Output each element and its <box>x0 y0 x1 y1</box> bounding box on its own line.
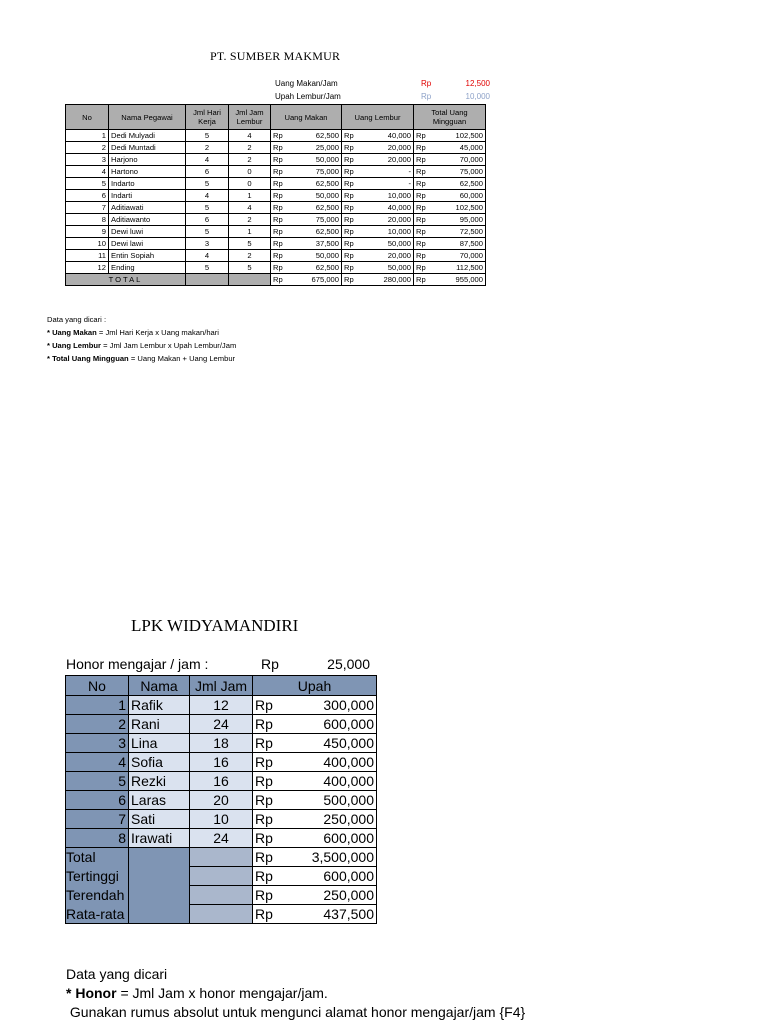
cell-no[interactable]: 5 <box>66 772 129 791</box>
cell-uang-makan-currency[interactable]: Rp <box>271 202 287 214</box>
summary-row <box>66 905 377 924</box>
cell-nama-pegawai[interactable]: Entin Sopiah <box>109 250 186 262</box>
cell-no[interactable]: 8 <box>66 214 109 226</box>
honor-table-header <box>66 676 377 696</box>
cell-jml-hari-kerja[interactable]: 6 <box>186 166 229 178</box>
param-meal-label: Uang Makan/Jam <box>275 79 338 88</box>
cell-nama-pegawai[interactable]: Indarto <box>109 178 186 190</box>
table-row <box>66 190 486 202</box>
param-overtime-value: 10,000 <box>465 92 490 101</box>
table-row <box>66 772 377 791</box>
honor-label: Honor mengajar / jam : <box>66 656 209 672</box>
cell-uang-lembur-currency[interactable]: Rp <box>342 142 358 154</box>
cell-total-currency[interactable]: Rp <box>414 190 430 202</box>
wage-table-body <box>66 130 486 274</box>
cell-uang-makan[interactable]: 25,000 <box>287 142 342 154</box>
param-meal-value: 12,500 <box>465 79 490 88</box>
table-row <box>66 696 377 715</box>
table-row <box>66 166 486 178</box>
table-row <box>66 214 486 226</box>
cell-jml-jam-lembur[interactable]: 5 <box>229 262 271 274</box>
wage-table <box>65 104 486 286</box>
cell-no[interactable]: 2 <box>66 715 129 734</box>
summary-empty-cell[interactable] <box>129 886 190 905</box>
cell-no[interactable]: 7 <box>66 202 109 214</box>
cell-nama-pegawai[interactable]: Ending <box>109 262 186 274</box>
cell-upah[interactable]: 250,000 <box>293 810 377 829</box>
honor-summary-body <box>66 848 377 924</box>
cell-jml-jam[interactable]: 16 <box>190 772 253 791</box>
summary-label[interactable]: Rata-rata <box>66 905 129 924</box>
cell-jml-hari-kerja[interactable]: 5 <box>186 226 229 238</box>
cell-nama-pegawai[interactable]: Dewi lawi <box>109 238 186 250</box>
cell-jml-hari-kerja[interactable]: 4 <box>186 250 229 262</box>
cell-uang-lembur[interactable]: 40,000 <box>358 202 414 214</box>
cell-total-currency[interactable]: Rp <box>414 142 430 154</box>
cell-no[interactable]: 3 <box>66 734 129 753</box>
cell-jml-hari-kerja[interactable]: 2 <box>186 142 229 154</box>
cell-nama-pegawai[interactable]: Indarti <box>109 190 186 202</box>
header-jml-jam-lembur[interactable]: Jml Jam Lembur <box>229 105 271 130</box>
summary-row <box>66 886 377 905</box>
cell-upah-currency[interactable]: Rp <box>253 829 293 848</box>
cell-total-uang-mingguan[interactable]: 60,000 <box>430 190 486 202</box>
cell-uang-makan-currency[interactable]: Rp <box>271 214 287 226</box>
summary-empty-cell[interactable] <box>190 886 253 905</box>
cell-total-uang-mingguan[interactable]: 70,000 <box>430 154 486 166</box>
cell-uang-makan-currency[interactable]: Rp <box>271 154 287 166</box>
total-mingguan-value[interactable]: 955,000 <box>430 274 486 286</box>
cell-upah-currency[interactable]: Rp <box>253 715 293 734</box>
cell-no[interactable]: 7 <box>66 810 129 829</box>
cell-jml-jam-lembur[interactable]: 2 <box>229 142 271 154</box>
total-label[interactable]: TOTAL <box>66 274 186 286</box>
cell-uang-makan-currency[interactable]: Rp <box>271 250 287 262</box>
cell-nama[interactable]: Rezki <box>129 772 190 791</box>
cell-jml-jam-lembur[interactable]: 1 <box>229 226 271 238</box>
total-mingguan-currency[interactable]: Rp <box>414 274 430 286</box>
cell-jml-jam-lembur[interactable]: 4 <box>229 202 271 214</box>
cell-no[interactable]: 6 <box>66 791 129 810</box>
cell-uang-makan[interactable]: 37,500 <box>287 238 342 250</box>
cell-uang-lembur[interactable]: - <box>358 166 414 178</box>
cell-uang-makan[interactable]: 75,000 <box>287 214 342 226</box>
header-nama[interactable]: Nama <box>129 676 190 696</box>
cell-nama-pegawai[interactable]: Hartono <box>109 166 186 178</box>
cell-no[interactable]: 2 <box>66 142 109 154</box>
cell-upah-currency[interactable]: Rp <box>253 734 293 753</box>
cell-no[interactable]: 3 <box>66 154 109 166</box>
total-makan-value[interactable]: 675,000 <box>287 274 342 286</box>
cell-jml-hari-kerja[interactable]: 6 <box>186 214 229 226</box>
cell-jml-jam[interactable]: 12 <box>190 696 253 715</box>
table-row <box>66 829 377 848</box>
cell-nama[interactable]: Laras <box>129 791 190 810</box>
cell-total-currency[interactable]: Rp <box>414 238 430 250</box>
cell-total-currency[interactable]: Rp <box>414 166 430 178</box>
summary-empty-cell[interactable] <box>129 905 190 924</box>
cell-uang-makan[interactable]: 50,000 <box>287 154 342 166</box>
header-upah[interactable]: Upah <box>253 676 377 696</box>
cell-upah-currency[interactable]: Rp <box>253 696 293 715</box>
table-row <box>66 262 486 274</box>
cell-nama[interactable]: Sati <box>129 810 190 829</box>
notes2-item-formula: = Jml Jam x honor mengajar/jam. <box>116 985 328 1001</box>
cell-upah-currency[interactable]: Rp <box>253 791 293 810</box>
header-uang-lembur[interactable]: Uang Lembur <box>342 105 414 130</box>
cell-uang-makan-currency[interactable]: Rp <box>271 178 287 190</box>
cell-jml-jam-lembur[interactable]: 4 <box>229 130 271 142</box>
cell-uang-lembur[interactable]: 10,000 <box>358 226 414 238</box>
cell-total-currency[interactable]: Rp <box>414 130 430 142</box>
wage-table-header <box>66 105 486 130</box>
cell-jml-jam-lembur[interactable]: 1 <box>229 190 271 202</box>
summary-value[interactable]: 600,000 <box>293 867 377 886</box>
cell-upah[interactable]: 300,000 <box>293 696 377 715</box>
cell-uang-lembur[interactable]: 20,000 <box>358 214 414 226</box>
cell-jml-jam[interactable]: 18 <box>190 734 253 753</box>
cell-upah-currency[interactable]: Rp <box>253 753 293 772</box>
cell-upah-currency[interactable]: Rp <box>253 810 293 829</box>
notes2-line2: Gunakan rumus absolut untuk mengunci alamat honor mengajar/jam {F4} <box>66 1004 526 1020</box>
cell-total-currency[interactable]: Rp <box>414 226 430 238</box>
summary-value[interactable]: 437,500 <box>293 905 377 924</box>
table-row <box>66 791 377 810</box>
total-lembur-value[interactable]: 280,000 <box>358 274 414 286</box>
param-overtime-label: Upah Lembur/Jam <box>275 92 341 101</box>
table-row <box>66 142 486 154</box>
cell-jml-hari-kerja[interactable]: 5 <box>186 178 229 190</box>
cell-total-uang-mingguan[interactable]: 72,500 <box>430 226 486 238</box>
cell-uang-makan[interactable]: 62,500 <box>287 130 342 142</box>
honor-table-body <box>66 696 377 848</box>
cell-jml-jam-lembur[interactable]: 2 <box>229 250 271 262</box>
summary-currency[interactable]: Rp <box>253 886 293 905</box>
cell-no[interactable]: 1 <box>66 130 109 142</box>
sheet2-title: LPK WIDYAMANDIRI <box>131 616 299 635</box>
header-nama-pegawai[interactable]: Nama Pegawai <box>109 105 186 130</box>
summary-value[interactable]: 3,500,000 <box>293 848 377 867</box>
cell-no[interactable]: 12 <box>66 262 109 274</box>
notes1-item <box>47 339 236 352</box>
notes1-item-term: * Uang Makan <box>47 328 97 337</box>
cell-uang-lembur-currency[interactable]: Rp <box>342 130 358 142</box>
cell-total-currency[interactable]: Rp <box>414 214 430 226</box>
cell-jml-jam[interactable]: 10 <box>190 810 253 829</box>
summary-currency[interactable]: Rp <box>253 848 293 867</box>
cell-uang-lembur[interactable]: 40,000 <box>358 130 414 142</box>
cell-uang-lembur-currency[interactable]: Rp <box>342 226 358 238</box>
honor-table <box>65 675 377 924</box>
total-makan-currency[interactable]: Rp <box>271 274 287 286</box>
cell-no[interactable]: 11 <box>66 250 109 262</box>
cell-uang-makan[interactable]: 62,500 <box>287 226 342 238</box>
summary-empty-cell[interactable] <box>190 905 253 924</box>
cell-upah[interactable]: 400,000 <box>293 772 377 791</box>
cell-jml-hari-kerja[interactable]: 5 <box>186 202 229 214</box>
cell-nama-pegawai[interactable]: Dedi Muntadi <box>109 142 186 154</box>
cell-jml-jam-lembur[interactable]: 2 <box>229 154 271 166</box>
cell-total-currency[interactable]: Rp <box>414 154 430 166</box>
header-uang-makan[interactable]: Uang Makan <box>271 105 342 130</box>
summary-row <box>66 867 377 886</box>
cell-uang-makan-currency[interactable]: Rp <box>271 142 287 154</box>
cell-uang-lembur-currency[interactable]: Rp <box>342 262 358 274</box>
cell-upah-currency[interactable]: Rp <box>253 772 293 791</box>
cell-nama[interactable]: Irawati <box>129 829 190 848</box>
cell-upah[interactable]: 500,000 <box>293 791 377 810</box>
table-row <box>66 810 377 829</box>
cell-total-uang-mingguan[interactable]: 95,000 <box>430 214 486 226</box>
total-hari-cell[interactable] <box>186 274 229 286</box>
notes1-item-formula: = Jml Hari Kerja x Uang makan/hari <box>96 328 219 337</box>
table-row <box>66 734 377 753</box>
cell-nama[interactable]: Sofia <box>129 753 190 772</box>
summary-row <box>66 848 377 867</box>
summary-label[interactable]: Terendah <box>66 886 129 905</box>
cell-uang-lembur-currency[interactable]: Rp <box>342 166 358 178</box>
cell-total-currency[interactable]: Rp <box>414 262 430 274</box>
notes1-item <box>47 326 236 339</box>
cell-uang-lembur[interactable]: 20,000 <box>358 250 414 262</box>
cell-jml-jam-lembur[interactable]: 2 <box>229 214 271 226</box>
cell-uang-lembur[interactable]: 50,000 <box>358 262 414 274</box>
cell-uang-makan[interactable]: 50,000 <box>287 250 342 262</box>
notes2-item-term: * Honor <box>66 985 117 1001</box>
cell-jml-jam-lembur[interactable]: 0 <box>229 166 271 178</box>
notes1-item-formula: = Uang Makan + Uang Lembur <box>128 354 236 363</box>
cell-total-uang-mingguan[interactable]: 112,500 <box>430 262 486 274</box>
cell-uang-makan[interactable]: 62,500 <box>287 202 342 214</box>
cell-no[interactable]: 8 <box>66 829 129 848</box>
header-total-uang-mingguan[interactable]: Total Uang Mingguan <box>414 105 486 130</box>
notes1-item <box>47 352 236 365</box>
table-row <box>66 753 377 772</box>
honor-currency[interactable]: Rp <box>261 656 279 672</box>
cell-jml-hari-kerja[interactable]: 4 <box>186 154 229 166</box>
summary-empty-cell[interactable] <box>190 867 253 886</box>
cell-uang-makan[interactable]: 62,500 <box>287 178 342 190</box>
cell-nama-pegawai[interactable]: Aditiawanto <box>109 214 186 226</box>
cell-total-currency[interactable]: Rp <box>414 202 430 214</box>
notes2-item <box>66 984 525 1003</box>
cell-nama[interactable]: Lina <box>129 734 190 753</box>
cell-uang-makan[interactable]: 75,000 <box>287 166 342 178</box>
cell-no[interactable]: 10 <box>66 238 109 250</box>
cell-total-uang-mingguan[interactable]: 87,500 <box>430 238 486 250</box>
cell-uang-lembur-currency[interactable]: Rp <box>342 178 358 190</box>
cell-uang-makan[interactable]: 50,000 <box>287 190 342 202</box>
cell-uang-lembur[interactable]: - <box>358 178 414 190</box>
cell-total-uang-mingguan[interactable]: 62,500 <box>430 178 486 190</box>
cell-jml-jam[interactable]: 24 <box>190 829 253 848</box>
notes1-item-formula: = Jml Jam Lembur x Upah Lembur/Jam <box>101 341 237 350</box>
cell-upah[interactable]: 400,000 <box>293 753 377 772</box>
param-meal-currency: Rp <box>421 79 432 88</box>
cell-uang-makan-currency[interactable]: Rp <box>271 166 287 178</box>
cell-upah[interactable]: 450,000 <box>293 734 377 753</box>
header-jml-hari-kerja[interactable]: Jml Hari Kerja <box>186 105 229 130</box>
sheet2-notes <box>66 965 525 1022</box>
cell-uang-makan-currency[interactable]: Rp <box>271 130 287 142</box>
cell-uang-lembur-currency[interactable]: Rp <box>342 250 358 262</box>
wage-total-row <box>66 274 486 286</box>
cell-uang-lembur-currency[interactable]: Rp <box>342 214 358 226</box>
cell-uang-makan[interactable]: 62,500 <box>287 262 342 274</box>
summary-label[interactable]: Tertinggi <box>66 867 129 886</box>
table-row <box>66 202 486 214</box>
cell-nama[interactable]: Rafik <box>129 696 190 715</box>
summary-value[interactable]: 250,000 <box>293 886 377 905</box>
cell-total-uang-mingguan[interactable]: 70,000 <box>430 250 486 262</box>
cell-jml-jam[interactable]: 16 <box>190 753 253 772</box>
param-overtime-currency: Rp <box>421 92 432 101</box>
cell-uang-lembur[interactable]: 20,000 <box>358 154 414 166</box>
cell-no[interactable]: 4 <box>66 753 129 772</box>
summary-empty-cell[interactable] <box>190 848 253 867</box>
cell-total-currency[interactable]: Rp <box>414 250 430 262</box>
cell-uang-lembur-currency[interactable]: Rp <box>342 202 358 214</box>
table-row <box>66 238 486 250</box>
table-row <box>66 178 486 190</box>
cell-total-uang-mingguan[interactable]: 75,000 <box>430 166 486 178</box>
cell-total-uang-mingguan[interactable]: 45,000 <box>430 142 486 154</box>
total-jam-cell[interactable] <box>229 274 271 286</box>
cell-uang-makan-currency[interactable]: Rp <box>271 238 287 250</box>
cell-uang-makan-currency[interactable]: Rp <box>271 226 287 238</box>
sheet1-notes <box>47 313 236 365</box>
cell-upah[interactable]: 600,000 <box>293 715 377 734</box>
cell-jml-hari-kerja[interactable]: 4 <box>186 190 229 202</box>
summary-label[interactable]: Total <box>66 848 129 867</box>
cell-jml-jam-lembur[interactable]: 5 <box>229 238 271 250</box>
cell-uang-lembur[interactable]: 20,000 <box>358 142 414 154</box>
header-no[interactable]: No <box>66 105 109 130</box>
cell-nama-pegawai[interactable]: Dewi luwi <box>109 226 186 238</box>
cell-no[interactable]: 9 <box>66 226 109 238</box>
cell-no[interactable]: 6 <box>66 190 109 202</box>
cell-upah[interactable]: 600,000 <box>293 829 377 848</box>
sheet1-title: PT. SUMBER MAKMUR <box>210 49 341 63</box>
notes2-heading: Data yang dicari <box>66 966 168 982</box>
cell-uang-lembur-currency[interactable]: Rp <box>342 190 358 202</box>
cell-uang-lembur-currency[interactable]: Rp <box>342 238 358 250</box>
cell-jml-hari-kerja[interactable]: 5 <box>186 262 229 274</box>
cell-no[interactable]: 5 <box>66 178 109 190</box>
summary-empty-cell[interactable] <box>129 867 190 886</box>
cell-total-uang-mingguan[interactable]: 102,500 <box>430 130 486 142</box>
table-row <box>66 250 486 262</box>
cell-jml-jam-lembur[interactable]: 0 <box>229 178 271 190</box>
table-row <box>66 130 486 142</box>
summary-empty-cell[interactable] <box>129 848 190 867</box>
table-row <box>66 154 486 166</box>
header-no[interactable]: No <box>66 676 129 696</box>
cell-total-uang-mingguan[interactable]: 102,500 <box>430 202 486 214</box>
cell-nama-pegawai[interactable]: Harjono <box>109 154 186 166</box>
cell-uang-lembur[interactable]: 50,000 <box>358 238 414 250</box>
header-jml-jam[interactable]: Jml Jam <box>190 676 253 696</box>
cell-no[interactable]: 4 <box>66 166 109 178</box>
summary-currency[interactable]: Rp <box>253 905 293 924</box>
cell-nama-pegawai[interactable]: Dedi Mulyadi <box>109 130 186 142</box>
table-row <box>66 715 377 734</box>
cell-jml-hari-kerja[interactable]: 5 <box>186 130 229 142</box>
cell-uang-makan-currency[interactable]: Rp <box>271 262 287 274</box>
cell-uang-lembur-currency[interactable]: Rp <box>342 154 358 166</box>
cell-uang-lembur[interactable]: 10,000 <box>358 190 414 202</box>
table-row <box>66 226 486 238</box>
cell-jml-jam[interactable]: 20 <box>190 791 253 810</box>
honor-value[interactable]: 25,000 <box>327 656 370 672</box>
notes1-item-term: * Total Uang Mingguan <box>47 354 129 363</box>
summary-currency[interactable]: Rp <box>253 867 293 886</box>
cell-jml-jam[interactable]: 24 <box>190 715 253 734</box>
notes1-heading: Data yang dicari : <box>47 315 107 324</box>
cell-uang-makan-currency[interactable]: Rp <box>271 190 287 202</box>
total-lembur-currency[interactable]: Rp <box>342 274 358 286</box>
cell-total-currency[interactable]: Rp <box>414 178 430 190</box>
cell-nama-pegawai[interactable]: Aditiawati <box>109 202 186 214</box>
cell-nama[interactable]: Rani <box>129 715 190 734</box>
notes1-item-term: * Uang Lembur <box>47 341 102 350</box>
cell-no[interactable]: 1 <box>66 696 129 715</box>
cell-jml-hari-kerja[interactable]: 3 <box>186 238 229 250</box>
